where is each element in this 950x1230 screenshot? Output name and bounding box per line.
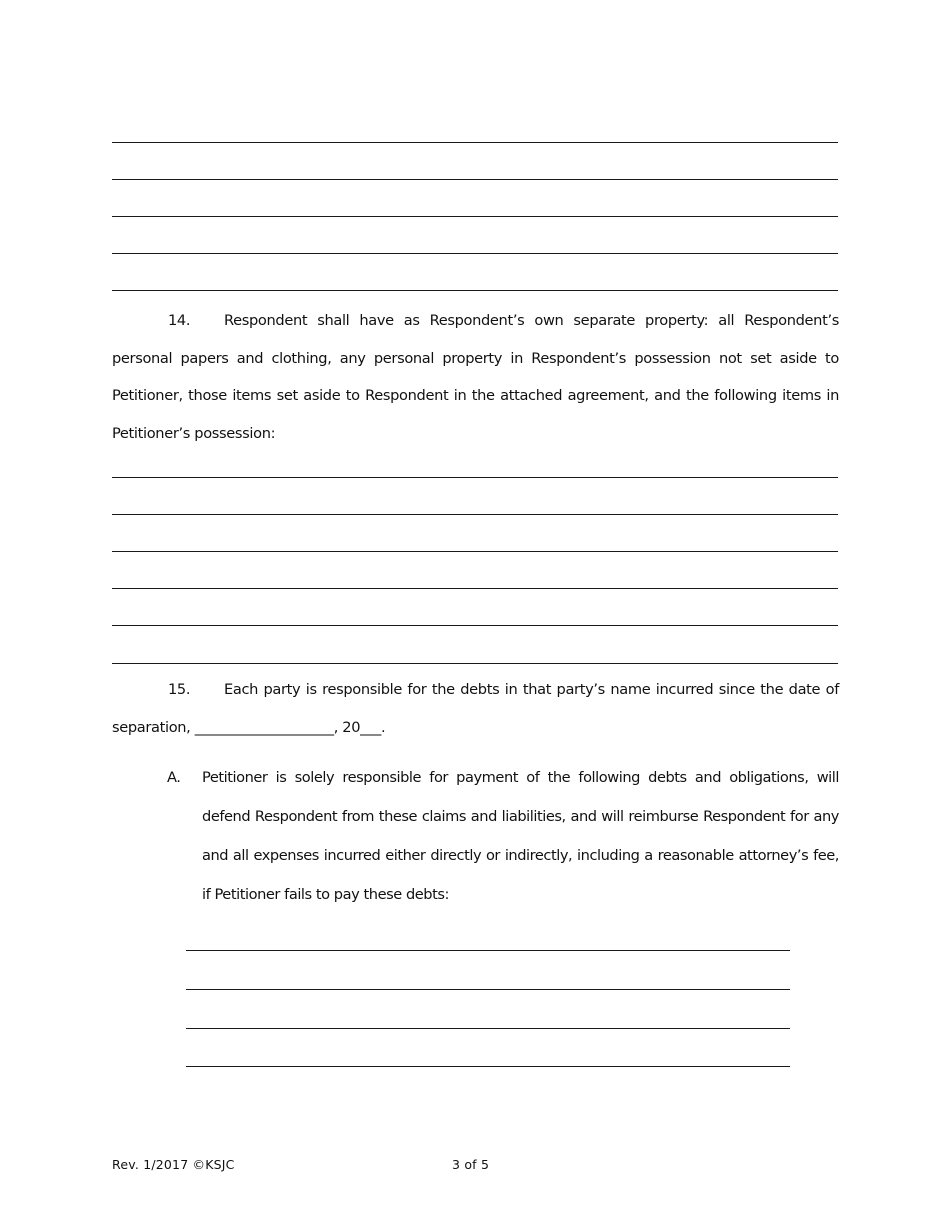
subsection-a	[167, 758, 839, 914]
blank-line[interactable]	[112, 179, 838, 180]
page-number: 3 of 5	[452, 1157, 490, 1172]
revision-footer: Rev. 1/2017 ©KSJC	[112, 1157, 235, 1172]
blank-line[interactable]	[112, 142, 838, 143]
subsection-letter: A.	[167, 769, 181, 786]
paragraph-number: 15.	[168, 681, 191, 698]
blank-line[interactable]	[112, 216, 838, 217]
paragraph-text: Respondent shall have as Respondent’s own separate property: all Respondent’s personal papers and clothing, any personal property in Respondent’s possession not set aside to Petitioner, those items set aside to Respondent in the attached agreement, and the following items in Petitioner’s possession:	[112, 312, 839, 442]
blank-line[interactable]	[186, 950, 790, 951]
blank-line[interactable]	[112, 253, 838, 254]
blank-line[interactable]	[186, 1028, 790, 1029]
blank-line[interactable]	[112, 588, 838, 589]
blank-line[interactable]	[112, 514, 838, 515]
blank-line[interactable]	[112, 477, 838, 478]
blank-line[interactable]	[112, 625, 838, 626]
paragraph-text: Each party is responsible for the debts in that party’s name incurred since the date of separation, ____________________, 20___.	[112, 681, 839, 736]
blank-line[interactable]	[112, 551, 838, 552]
blank-line[interactable]	[186, 989, 790, 990]
blank-line[interactable]	[112, 290, 838, 291]
paragraph-number: 14.	[168, 312, 191, 329]
blank-line[interactable]	[112, 663, 838, 664]
paragraph-15	[112, 671, 839, 746]
paragraph-14	[112, 302, 839, 452]
blank-line[interactable]	[186, 1066, 790, 1067]
subsection-text: Petitioner is solely responsible for payment of the following debts and obligations, will defend Respondent from these claims and liabilities, and will reimburse Respondent for any and all expenses incurred either directly or indirectly, including a reasonable attorney’s fee, if Petitioner fails to pay these debts:	[202, 769, 839, 903]
